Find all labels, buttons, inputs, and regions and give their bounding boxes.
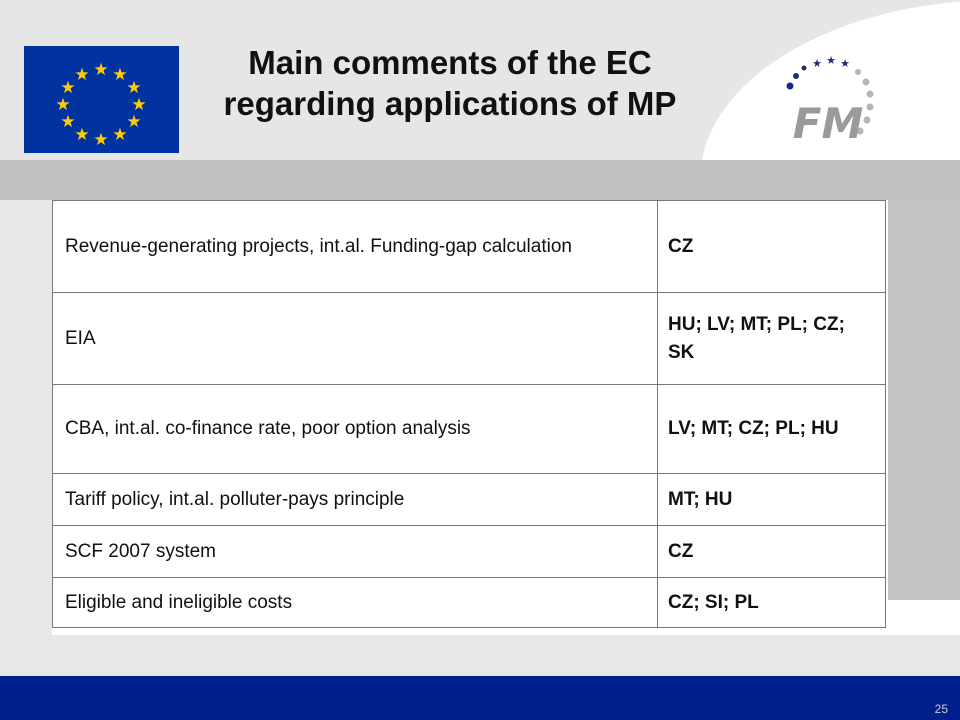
- comments-table: [52, 200, 886, 628]
- title-line-2: regarding applications of MP: [223, 85, 677, 122]
- topic-cell: Eligible and ineligible costs: [53, 578, 658, 628]
- svg-text:★: ★: [826, 54, 836, 67]
- svg-text:★: ★: [60, 78, 76, 98]
- table-row: [53, 578, 886, 628]
- svg-text:★: ★: [93, 130, 109, 150]
- svg-text:★: ★: [74, 65, 90, 85]
- countries-cell: CZ; SI; PL: [658, 578, 886, 628]
- countries-cell: HU; LV; MT; PL; CZ; SK: [658, 293, 886, 385]
- svg-text:★: ★: [126, 78, 142, 98]
- countries-cell: MT; HU: [658, 474, 886, 526]
- topic-cell: Revenue-generating projects, int.al. Funding-gap calculation: [53, 201, 658, 293]
- svg-text:★: ★: [93, 60, 109, 80]
- slide-title: [185, 42, 715, 124]
- title-line-1: Main comments of the EC: [248, 44, 652, 81]
- countries-cell: LV; MT; CZ; PL; HU: [658, 385, 886, 474]
- svg-text:★: ★: [74, 125, 90, 145]
- svg-text:★: ★: [131, 95, 147, 115]
- topic-cell: EIA: [53, 293, 658, 385]
- right-strip-lower: [888, 600, 960, 635]
- right-strip: [888, 200, 960, 600]
- topic-cell: Tariff policy, int.al. polluter-pays principle: [53, 474, 658, 526]
- slide-header: [0, 0, 960, 160]
- table-row: [53, 201, 886, 293]
- svg-text:★: ★: [812, 57, 822, 70]
- svg-text:★: ★: [60, 112, 76, 132]
- countries-cell: CZ: [658, 526, 886, 578]
- header-band: [0, 160, 960, 200]
- table-row: [53, 526, 886, 578]
- fma-logo-text: FM: [792, 99, 864, 148]
- footer-bar: [0, 676, 960, 720]
- svg-text:★: ★: [55, 95, 71, 115]
- topic-cell: SCF 2007 system: [53, 526, 658, 578]
- table-row: [53, 385, 886, 474]
- fma-logo-icon: [780, 48, 890, 148]
- table-row: [53, 474, 886, 526]
- page-number: 25: [934, 702, 948, 716]
- table-row: [53, 293, 886, 385]
- topic-cell: CBA, int.al. co-finance rate, poor option analysis: [53, 385, 658, 474]
- eu-flag-icon: [24, 46, 179, 153]
- svg-text:★: ★: [126, 112, 142, 132]
- svg-text:★: ★: [112, 65, 128, 85]
- svg-text:★: ★: [840, 57, 850, 70]
- svg-text:★: ★: [112, 125, 128, 145]
- countries-cell: CZ: [658, 201, 886, 293]
